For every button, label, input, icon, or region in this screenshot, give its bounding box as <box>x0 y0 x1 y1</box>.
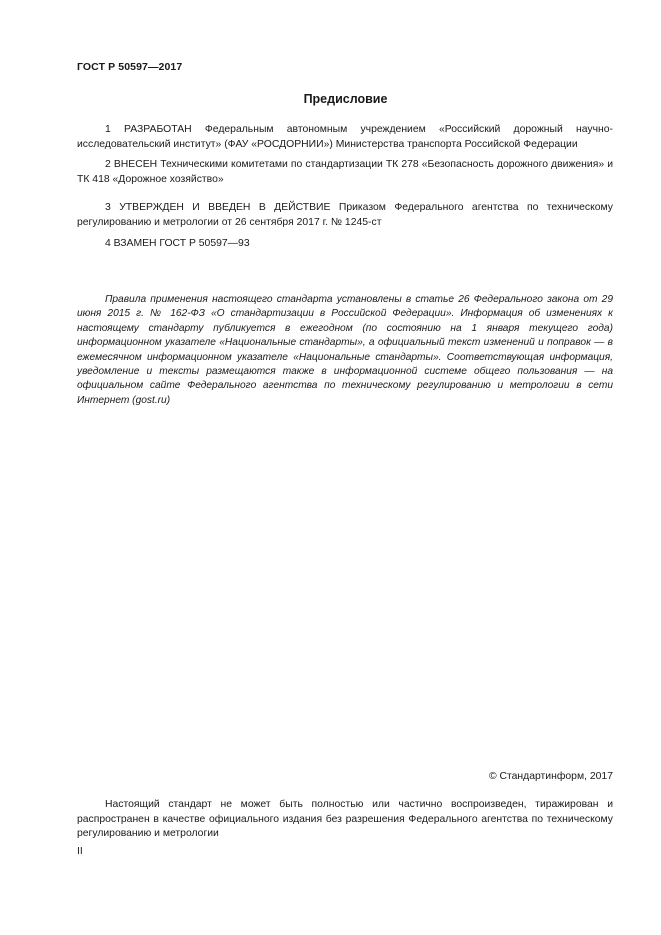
copyright-line: © Стандартинформ, 2017 <box>488 771 613 782</box>
application-rules-notice: Правила применения настоящего стандарта установлены в статье 26 Федерального закона от 29 июня 2015 г. № 162-ФЗ «О стандартизации в Российской Федерации». Информация об изменениях к настоящему стандарту публикуется в ежегодном (по состоянию на 1 января текущего года) информационном указателе «Национальные стандарты», а официальный текст изменений и поправок — в ежемесячном информационном указателе «Национальные стандарты». Соответствующая информация, уведомление и тексты размещаются также в информационной системе общего пользования — на официальном сайте Федерального агентства по техническому регулированию и метрологии в сети Интернет (gost.ru) <box>77 294 613 406</box>
page-number: II <box>77 846 83 857</box>
paragraph-developed-by: 1 РАЗРАБОТАН Федеральным автономным учреждением «Российский дорожный научно-исследовательский институт» (ФАУ «РОСДОРНИИ») Министерства транспорта Российской Федерации <box>77 124 613 150</box>
standard-code-header: ГОСТ Р 50597—2017 <box>77 61 183 73</box>
page-title: Предисловие <box>303 92 388 106</box>
reproduction-notice: Настоящий стандарт не может быть полностью или частично воспроизведен, тиражирован и распространен в качестве официального издания без разрешения Федерального агентства по техническому регулированию и метрологии <box>77 799 613 840</box>
paragraph-approved: 3 УТВЕРЖДЕН И ВВЕДЕН В ДЕЙСТВИЕ Приказом Федерального агентства по техническому регулированию и метрологии от 26 сентября 2017 г. № 1245-ст <box>77 202 613 228</box>
paragraph-introduced-by: 2 ВНЕСЕН Техническими комитетами по стандартизации ТК 278 «Безопасность дорожного движения» и ТК 418 «Дорожное хозяйство» <box>77 159 613 185</box>
paragraph-replaces: 4 ВЗАМЕН ГОСТ Р 50597—93 <box>105 238 250 249</box>
